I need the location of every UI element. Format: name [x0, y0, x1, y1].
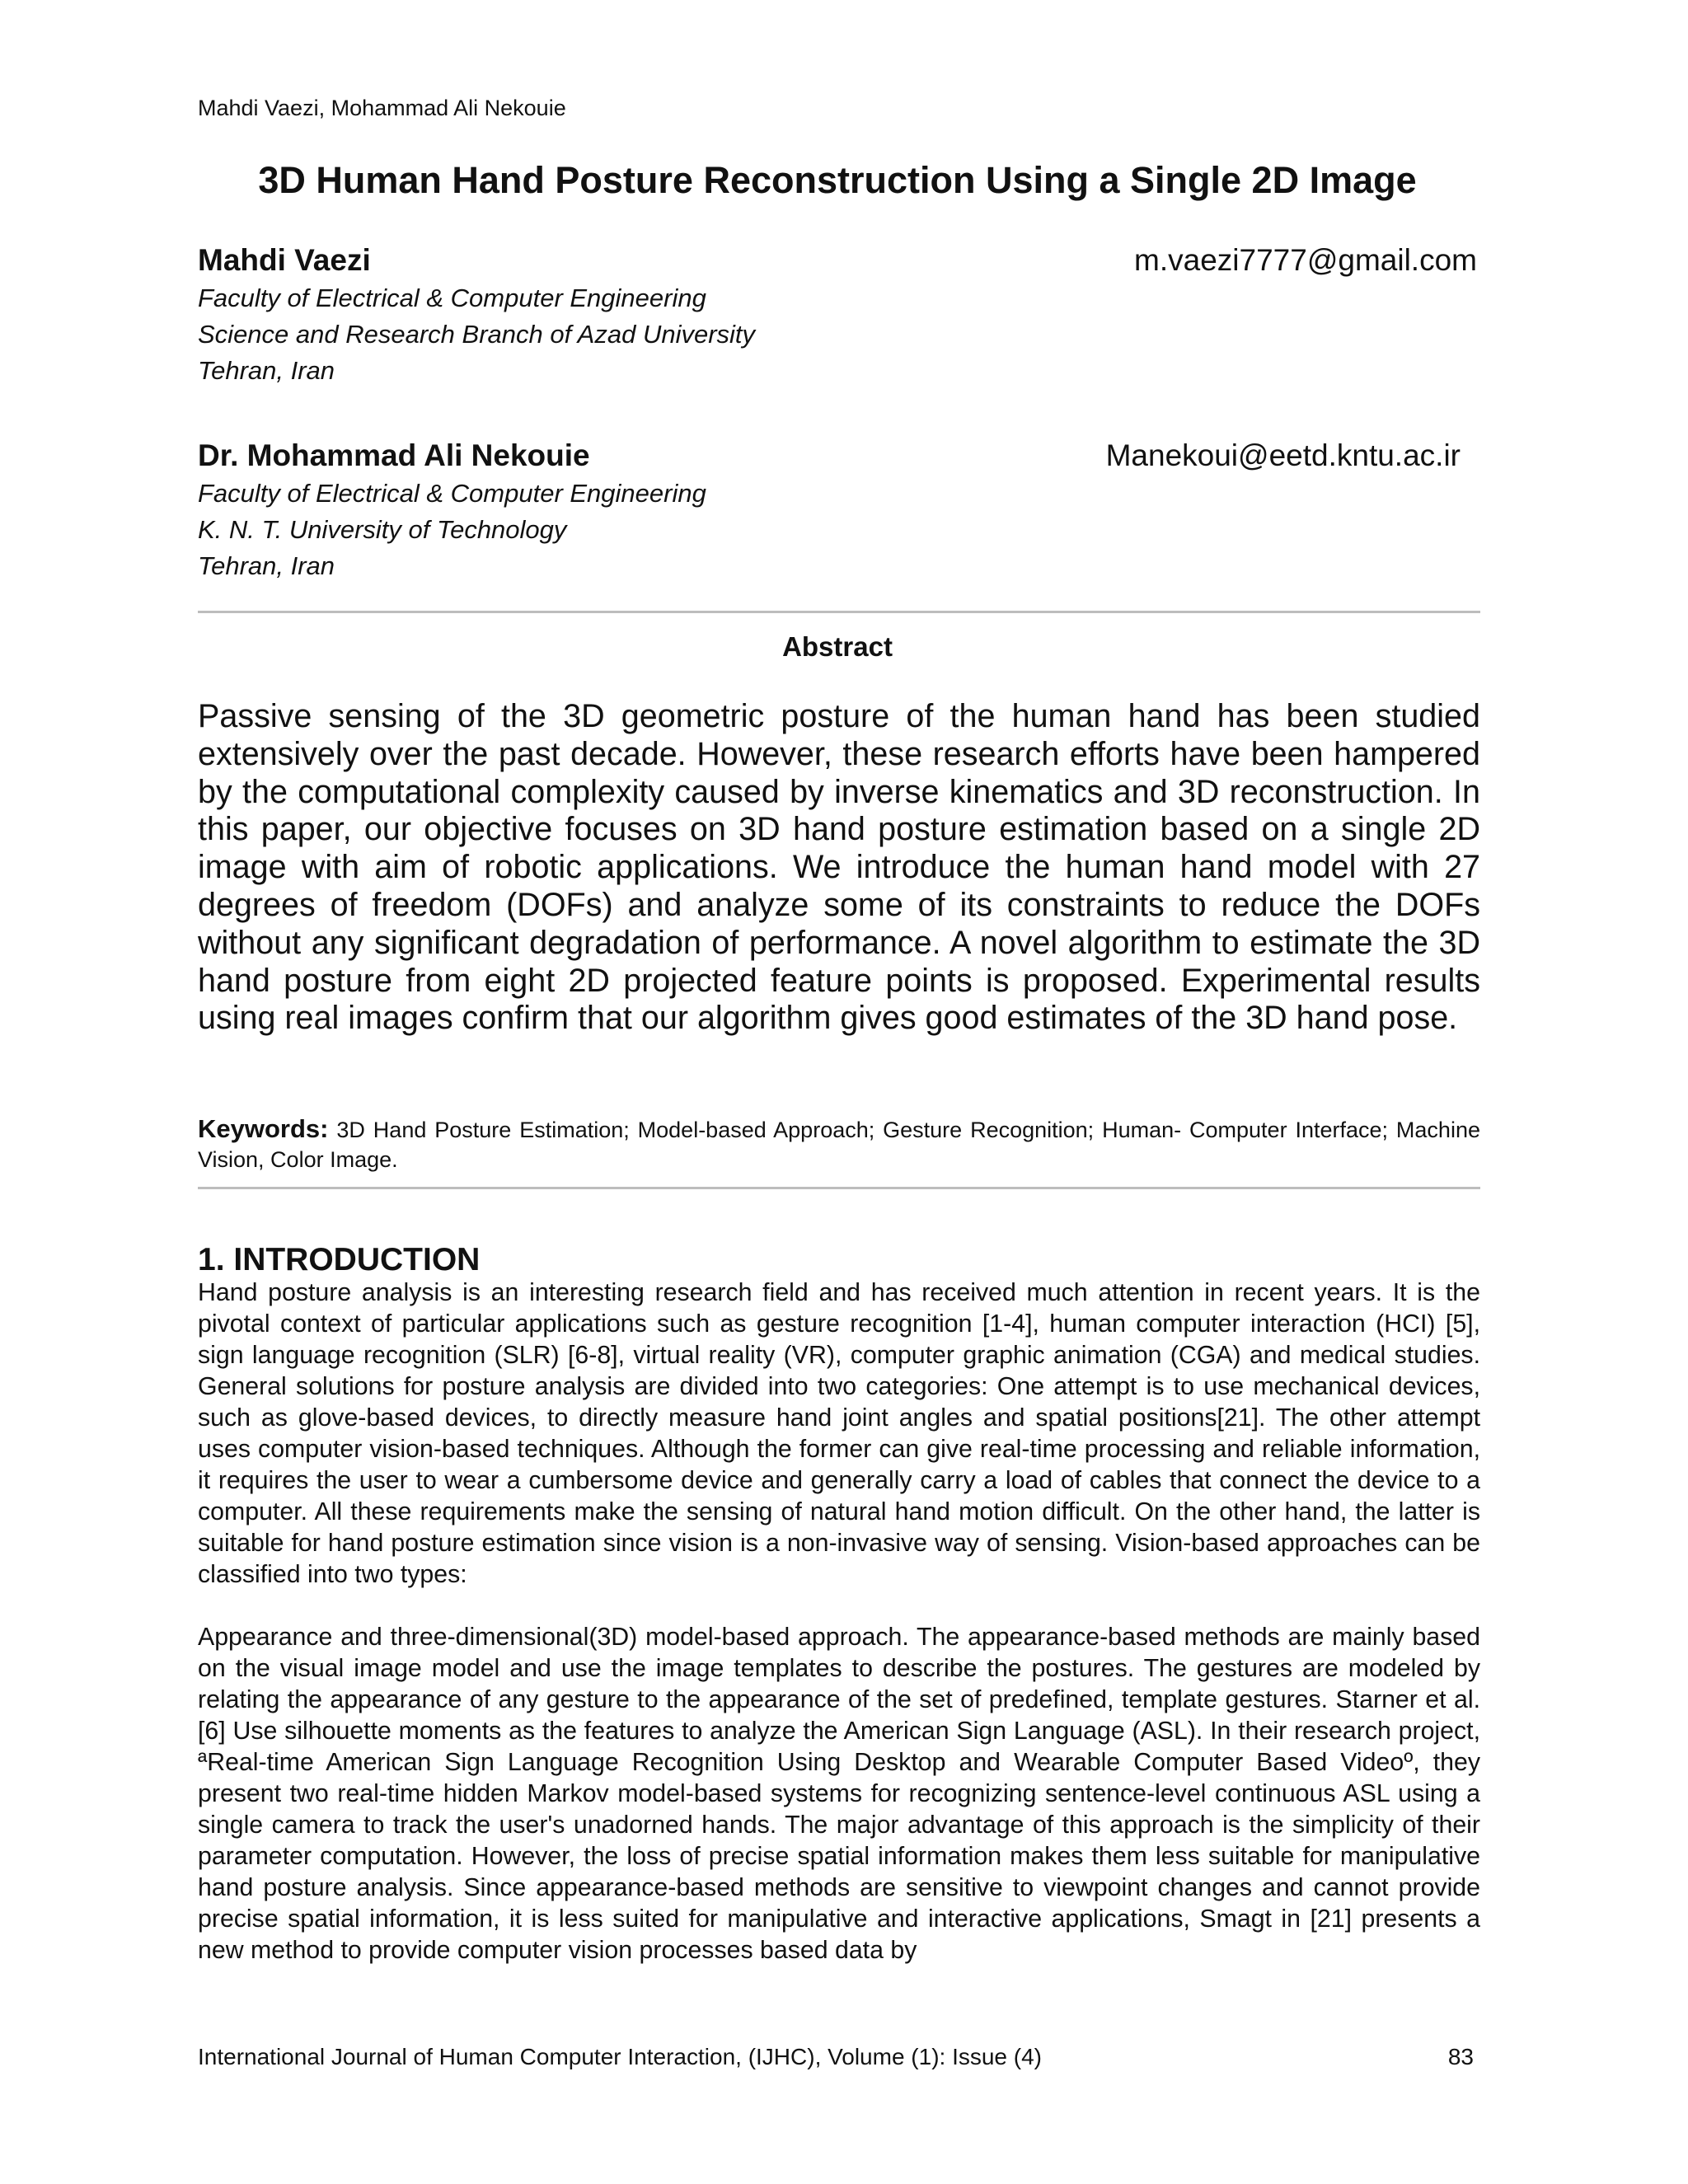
keywords	[198, 1114, 1480, 1174]
affiliation-line: Science and Research Branch of Azad University	[198, 320, 756, 349]
footer-journal: International Journal of Human Computer Interaction, (IJHC), Volume (1): Issue (4)	[198, 2044, 1042, 2069]
affiliation-line: Tehran, Iran	[198, 551, 335, 580]
paper-title: 3D Human Hand Posture Reconstruction Using a Single 2D Image	[258, 159, 1417, 201]
intro-paragraph-1: Hand posture analysis is an interesting research field and has received much attention in recent years. It is the pivotal context of particular applications such as gesture recognition [1-4], human computer interaction (HCI) [5], sign language recognition (SLR) [6-8], virtual reality (VR), computer graphic animation (CGA) and medical studies. General solutions for posture analysis are divided into two categories: One attempt is to use mechanical devices, such as glove-based devices, to directly measure hand joint angles and spatial positions[21]. The other attempt uses computer vision-based techniques. Although the former can give real-time processing and reliable information, it requires the user to wear a cumbersome device and generally carry a load of cables that connect the device to a computer. All these requirements make the sensing of natural hand motion difficult. On the other hand, the latter is suitable for hand posture estimation since vision is a non-invasive way of sensing. Vision-based approaches can be classified into two types:	[198, 1279, 1480, 1588]
affiliation-line: Tehran, Iran	[198, 356, 335, 385]
author-block-1	[198, 241, 1477, 389]
keywords-text: 3D Hand Posture Estimation; Model-based Approach; Gesture Recognition; Human- Computer Interface; Machine Vision, Color Image.	[198, 1118, 1480, 1172]
intro-paragraph-2: Appearance and three-dimensional(3D) model-based approach. The appearance-based methods are mainly based on the visual image model and use the image templates to describe the postures. The gestures are modeled by relating the appearance of any gesture to the appearance of the set of predefined, template gestures. Starner et al. [6] Use silhouette moments as the features to analyze the American Sign Language (ASL). In their research project, ªReal-time American Sign Language Recognition Using Desktop and Wearable Computer Based Videoº, they present two real-time hidden Markov model-based systems for recognizing sentence-level continuous ASL using a single camera to track the user's unadorned hands. The major advantage of this approach is the simplicity of their parameter computation. However, the loss of precise spatial information makes them less suitable for manipulative hand posture analysis. Since appearance-based methods are sensitive to viewpoint changes and cannot provide precise spatial information, it is less suited for manipulative and interactive applications, Smagt in [21] presents a new method to provide computer vision processes based data by	[198, 1624, 1480, 1964]
affiliation-line: Faculty of Electrical & Computer Engineering	[198, 479, 706, 508]
running-head: Mahdi Vaezi, Mohammad Ali Nekouie	[198, 96, 566, 120]
author-block-2	[198, 436, 1477, 584]
divider-rule	[198, 1187, 1480, 1189]
affiliation-line: K. N. T. University of Technology	[198, 515, 567, 544]
author-name: Dr. Mohammad Ali Nekouie	[198, 438, 590, 472]
author-name: Mahdi Vaezi	[198, 243, 371, 277]
abstract-body: Passive sensing of the 3D geometric posture of the human hand has been studied extensively over the past decade. However, these research efforts have been hampered by the computational complexity caused by inverse kinematics and 3D reconstruction. In this paper, our objective focuses on 3D hand posture estimation based on a single 2D image with aim of robotic applications. We introduce the human hand model with 27 degrees of freedom (DOFs) and analyze some of its constraints to reduce the DOFs without any significant degradation of performance. A novel algorithm to estimate the 3D hand posture from eight 2D projected feature points is proposed. Experimental results using real images confirm that our algorithm gives good estimates of the 3D hand pose.	[198, 698, 1480, 1037]
author-email[interactable]: Manekoui@eetd.kntu.ac.ir	[1105, 438, 1461, 472]
affiliation-line: Faculty of Electrical & Computer Engineering	[198, 284, 706, 312]
keywords-label: Keywords:	[198, 1114, 329, 1143]
footer-page-number: 83	[1447, 2044, 1474, 2069]
author-email[interactable]: m.vaezi7777@gmail.com	[1134, 243, 1477, 277]
abstract-heading: Abstract	[782, 631, 893, 662]
section-heading-introduction: 1. INTRODUCTION	[198, 1242, 481, 1277]
divider-rule	[198, 611, 1480, 613]
